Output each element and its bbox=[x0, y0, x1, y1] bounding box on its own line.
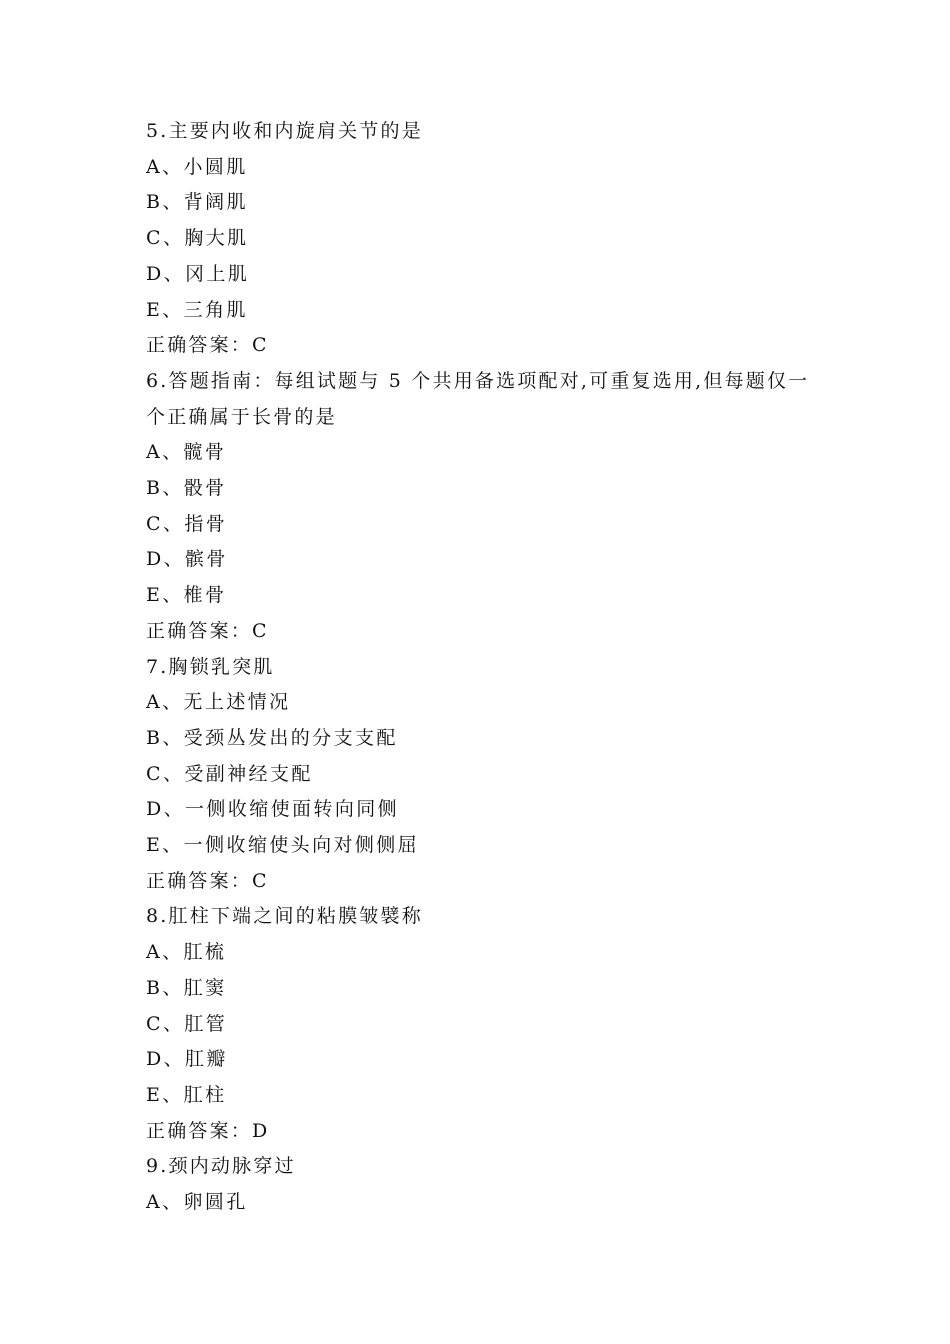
option-b: B、受颈丛发出的分支支配 bbox=[146, 726, 398, 749]
option-c: C、指骨 bbox=[146, 512, 228, 535]
option-a: A、髋骨 bbox=[146, 441, 227, 464]
option-d: D、冈上肌 bbox=[146, 262, 250, 285]
option-c: C、受副神经支配 bbox=[146, 762, 313, 785]
question-stem: 5.主要内收和内旋肩关节的是 bbox=[146, 120, 423, 142]
option-d: D、髌骨 bbox=[146, 548, 228, 571]
option-e: E、一侧收缩使头向对侧侧屈 bbox=[146, 834, 420, 857]
option-a: A、小圆肌 bbox=[146, 155, 248, 178]
option-e: E、肛柱 bbox=[146, 1083, 227, 1106]
option-a: A、无上述情况 bbox=[146, 691, 291, 714]
question-7 bbox=[146, 650, 826, 900]
option-b: B、肛窦 bbox=[146, 976, 227, 999]
option-b: B、骰骨 bbox=[146, 477, 227, 500]
question-stem: 7.胸锁乳突肌 bbox=[146, 655, 275, 678]
question-stem: 6.答题指南：每组试题与 5 个共用备选项配对,可重复选用,但每题仅一个正确属于长骨的是 bbox=[146, 369, 810, 428]
question-6 bbox=[146, 364, 826, 650]
option-e: E、三角肌 bbox=[146, 298, 248, 321]
option-c: C、胸大肌 bbox=[146, 227, 249, 250]
correct-answer: 正确答案：C bbox=[146, 334, 269, 357]
question-stem: 9.颈内动脉穿过 bbox=[146, 1155, 296, 1178]
option-a: A、肛梳 bbox=[146, 941, 227, 964]
option-a: A、卵圆孔 bbox=[146, 1191, 248, 1214]
question-5 bbox=[146, 114, 826, 364]
question-list bbox=[146, 114, 826, 1221]
option-d: D、一侧收缩使面转向同侧 bbox=[146, 798, 400, 821]
option-b: B、背阔肌 bbox=[146, 191, 248, 214]
option-d: D、肛瓣 bbox=[146, 1048, 228, 1071]
question-9 bbox=[146, 1149, 826, 1220]
option-e: E、椎骨 bbox=[146, 584, 227, 607]
question-8 bbox=[146, 899, 826, 1149]
correct-answer: 正确答案：C bbox=[146, 619, 269, 642]
correct-answer: 正确答案：D bbox=[146, 1119, 270, 1142]
question-stem: 8.肛柱下端之间的粘膜皱襞称 bbox=[146, 905, 423, 928]
correct-answer: 正确答案：C bbox=[146, 869, 269, 892]
option-c: C、肛管 bbox=[146, 1012, 228, 1035]
